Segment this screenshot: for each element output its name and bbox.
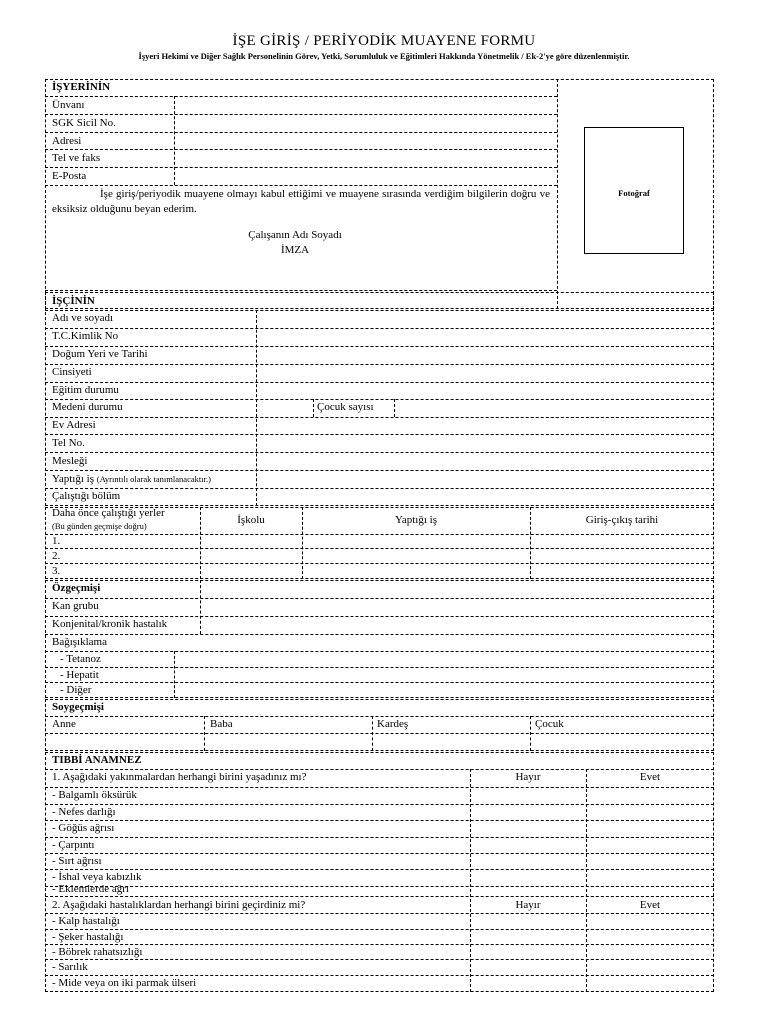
vaccination-label: Bağışıklama — [52, 636, 107, 648]
worker-field-id: T.C.Kimlik No — [52, 330, 119, 342]
history-heading: Özgeçmişi — [52, 582, 101, 594]
previous-job-row-2: 2. — [52, 550, 61, 562]
question-1: 1. Aşağıdaki yakınmalardan herhangi birini yaşadınız mı? — [52, 771, 307, 783]
q1-no-header: Hayır — [515, 771, 541, 783]
q1-item-joint-pain: - Eklemlerde ağrı — [52, 883, 129, 895]
vaccine-hepatitis: - Hepatit — [60, 669, 99, 681]
q2-item-heart: - Kalp hastalığı — [52, 915, 120, 927]
family-col-father: Baba — [210, 718, 233, 730]
history-field-chronic: Konjenital/kronik hastalık — [52, 618, 168, 630]
q2-item-jaundice: - Sarılık — [52, 961, 88, 973]
family-heading: Soygeçmişi — [52, 701, 104, 713]
family-col-mother: Anne — [52, 718, 76, 730]
worker-job-note: (Ayrıntılı olarak tanımlanacaktır.) — [96, 474, 211, 484]
photo-box[interactable] — [584, 127, 684, 254]
photo-label: Fotoğraf — [618, 188, 650, 198]
form-subtitle: İşyeri Hekimi ve Diğer Sağlık Personelinin Görev, Yetki, Sorumluluk ve Eğitimleri Hakkında Yönetmelik / Ek-2'ye göre düzenlenmiştir. — [138, 51, 630, 61]
q1-item-back-pain: - Sırt ağrısı — [52, 855, 102, 867]
signature-label: İMZA — [280, 244, 310, 256]
previous-job-row-3: 3. — [52, 565, 61, 577]
column-header-dates: Giriş-çıkış tarihi — [585, 514, 659, 526]
q2-item-ulcer: - Mide veya on iki parmak ülseri — [52, 977, 197, 989]
family-col-sibling: Kardeş — [377, 718, 409, 730]
q2-item-diabetes: - Şeker hastalığı — [52, 931, 124, 943]
q1-yes-header: Evet — [639, 771, 661, 783]
previous-jobs-label: Daha önce çalıştığı yerler — [52, 507, 165, 519]
anamnesis-heading: TIBBİ ANAMNEZ — [52, 754, 142, 766]
worker-field-department: Çalıştığı bölüm — [52, 490, 121, 502]
q2-yes-header: Evet — [639, 899, 661, 911]
column-header-job: Yaptığı iş — [395, 514, 437, 526]
worker-field-home-address: Ev Adresi — [52, 419, 96, 431]
worker-field-marital: Medeni durumu — [52, 401, 123, 413]
vaccine-tetanus: - Tetanoz — [60, 653, 101, 665]
column-header-industry: İşkolu — [237, 514, 265, 526]
q1-item-cough: - Balgamlı öksürük — [52, 789, 137, 801]
form-title: İŞE GİRİŞ / PERİYODİK MUAYENE FORMU — [232, 33, 536, 49]
worker-heading: İŞÇİNİN — [52, 295, 95, 307]
worker-field-education: Eğitim durumu — [52, 384, 119, 396]
q2-no-header: Hayır — [515, 899, 541, 911]
employer-field-title: Ünvanı — [52, 99, 85, 111]
previous-job-row-1: 1. — [52, 535, 61, 547]
question-2: 2. Aşağıdaki hastalıklardan herhangi birini geçirdiniz mi? — [52, 899, 306, 911]
worker-field-name: Adı ve soyadı — [52, 312, 114, 324]
worker-job-label: Yaptığı iş — [52, 473, 94, 485]
worker-field-phone: Tel No. — [52, 437, 85, 449]
family-col-child: Çocuk — [535, 718, 564, 730]
worker-field-children: Çocuk sayısı — [317, 401, 374, 413]
employer-heading: İŞYERİNİN — [52, 81, 111, 93]
anamnesis-section — [45, 752, 714, 992]
employer-field-phone: Tel ve faks — [52, 152, 101, 164]
previous-jobs-note: (Bu günden geçmişe doğru) — [52, 521, 147, 531]
employer-field-address: Adresi — [52, 135, 82, 147]
q1-item-breath: - Nefes darlığı — [52, 806, 116, 818]
worker-field-profession: Mesleği — [52, 455, 88, 467]
vaccine-other: - Diğer — [60, 684, 92, 696]
q1-item-diarrhea: - İshal veya kabızlık — [52, 871, 142, 883]
worker-field-birth: Doğum Yeri ve Tarihi — [52, 348, 148, 360]
q2-item-kidney: - Böbrek rahatsızlığı — [52, 946, 143, 958]
worker-field-gender: Cinsiyeti — [52, 366, 92, 378]
employer-field-email: E-Posta — [52, 170, 87, 182]
history-field-blood: Kan grubu — [52, 600, 99, 612]
employer-field-sgk: SGK Sicil No. — [52, 117, 116, 129]
q1-item-palpitation: - Çarpıntı — [52, 839, 95, 851]
declaration-text: İşe giriş/periyodik muayene olmayı kabul ettiğimi ve muayene sırasında verdiğim bilgilerin doğru ve eksiksiz olduğunu beyan ederim. — [52, 188, 550, 215]
worker-name-label: Çalışanın Adı Soyadı — [248, 229, 342, 241]
q1-item-chest-pain: - Göğüs ağrısı — [52, 822, 115, 834]
worker-field-job — [52, 473, 211, 486]
